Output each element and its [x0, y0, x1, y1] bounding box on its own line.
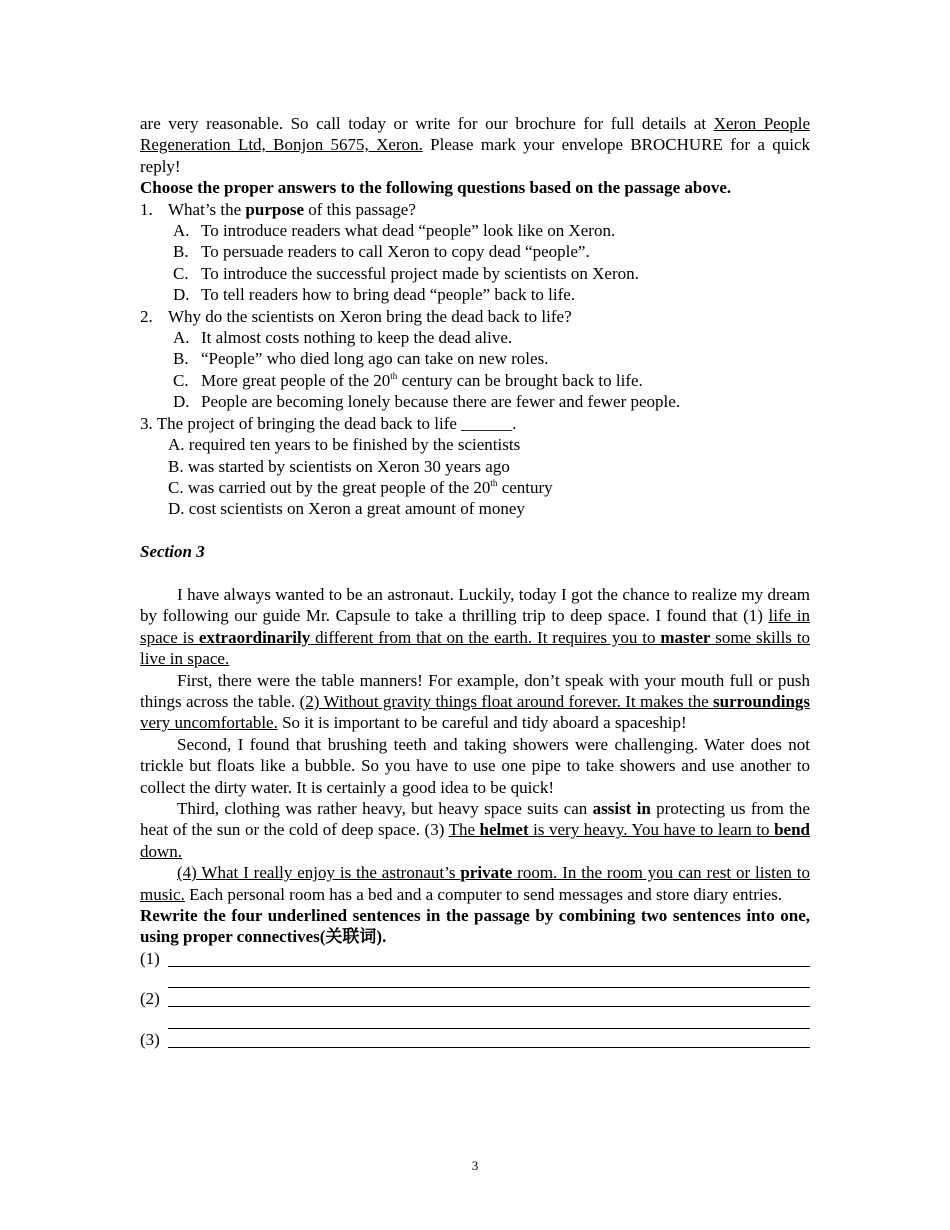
- answer-label-spacer: [140, 969, 168, 988]
- answer-label: (2): [140, 989, 160, 1009]
- intro-paragraph: [140, 113, 810, 177]
- document-page: [140, 113, 810, 1050]
- option-2a: [140, 327, 810, 348]
- question-text-2: of this passage?: [304, 199, 416, 219]
- answer-blank[interactable]: [168, 948, 810, 967]
- para-text: So it is important to be careful and tidy aboard a spaceship!: [277, 713, 687, 733]
- option-text: More great people of the 20: [201, 370, 391, 390]
- para-underlined: life in space is: [140, 606, 810, 647]
- para-text: Each personal room has a bed and a computer to send messages and store diary entries.: [184, 884, 783, 904]
- ordinal-suffix: th: [490, 477, 498, 488]
- answer-label: (1): [140, 948, 160, 968]
- paragraph-5: [140, 862, 810, 905]
- paragraph-2: [140, 670, 810, 734]
- question-number: 2.: [140, 306, 153, 326]
- answer-line-3[interactable]: [140, 1029, 810, 1050]
- para-underlined: The: [448, 820, 480, 840]
- paragraph-1: [140, 584, 810, 670]
- para-text: I have always wanted to be an astronaut. Luckily, today I got the chance to realize my dream by following our guide Mr. Capsule to take a thrilling trip to deep space. I found that (1): [140, 584, 810, 626]
- question-1: [140, 199, 810, 220]
- option-1b: [140, 241, 810, 262]
- answer-blank[interactable]: [168, 1029, 810, 1048]
- para-underlined: room. In the room you can rest or listen to music.: [140, 863, 810, 904]
- option-3b: B. was started by scientists on Xeron 30 years ago: [168, 456, 510, 476]
- option-letter: D.: [173, 285, 190, 305]
- answer-blank[interactable]: [168, 1010, 810, 1029]
- keyword-bold: master: [660, 627, 711, 647]
- option-1c: [140, 263, 810, 284]
- option-1d: [140, 284, 810, 305]
- para-underlined: different from that on the earth. It requires you to: [310, 627, 661, 647]
- question-text: What’s the: [168, 199, 246, 219]
- para-text: First, there were the table manners! For example, don’t speak with your mouth full or push things across the table.: [140, 670, 810, 711]
- option-text: C. was carried out by the great people of the 20: [168, 477, 491, 497]
- address-link: Xeron People Regeneration Ltd, Bonjon 5675, Xeron.: [140, 114, 810, 155]
- option-letter: C.: [173, 263, 189, 283]
- intro-text: are very reasonable. So call today or write for our brochure for full details at: [140, 114, 714, 133]
- answer-label: (3): [140, 1029, 160, 1049]
- keyword-bold: private: [460, 863, 513, 883]
- option-3d: D. cost scientists on Xeron a great amount of money: [168, 499, 525, 519]
- para-underlined: very uncomfortable.: [140, 713, 278, 733]
- option-text-2: century: [497, 477, 553, 497]
- option-text: People are becoming lonely because there are fewer and fewer people.: [201, 392, 681, 412]
- answer-line-2-cont[interactable]: [140, 1010, 810, 1029]
- para-underlined: is very heavy. You have to learn to: [528, 820, 775, 840]
- keyword-bold: helmet: [479, 820, 529, 840]
- option-3c: [140, 477, 810, 498]
- section-title: Section 3: [140, 542, 205, 562]
- option-text: “People” who died long ago can take on new roles.: [201, 349, 549, 369]
- answer-blank[interactable]: [168, 988, 810, 1007]
- option-1a: [140, 220, 810, 241]
- answer-line-1-cont[interactable]: [140, 969, 810, 988]
- option-letter: A.: [173, 328, 190, 348]
- para-underlined: (4) What I really enjoy is the astronaut’s: [177, 863, 461, 883]
- option-letter: B.: [173, 349, 189, 369]
- para-underlined: down.: [140, 841, 183, 861]
- option-text: To introduce the successful project made by scientists on Xeron.: [201, 263, 639, 283]
- para-text: protecting us from the heat of the sun or the cold of deep space. (3): [140, 798, 810, 840]
- page-number: 3: [471, 1158, 479, 1173]
- instruction-2: Rewrite the four underlined sentences in the passage by combining two sentences into one, using proper connectives(关联词).: [140, 906, 810, 947]
- answer-line-2[interactable]: [140, 988, 810, 1009]
- instruction-1: Choose the proper answers to the following questions based on the passage above.: [140, 178, 732, 198]
- keyword-bold: assist in: [592, 798, 651, 818]
- option-text: To tell readers how to bring dead “people” back to life.: [201, 285, 576, 305]
- answer-line-1[interactable]: [140, 948, 810, 969]
- answer-blank[interactable]: [168, 969, 810, 988]
- option-3a: A. required ten years to be finished by the scientists: [168, 435, 521, 455]
- answer-label-spacer: [140, 1010, 168, 1029]
- paragraph-4: [140, 798, 810, 862]
- keyword-bold: surroundings: [713, 691, 811, 711]
- ordinal-suffix: th: [390, 370, 398, 381]
- option-text-2: century can be brought back to life.: [397, 370, 643, 390]
- keyword-bold: bend: [774, 820, 810, 840]
- para-text: Third, clothing was rather heavy, but heavy space suits can: [177, 798, 593, 818]
- question-2: [140, 306, 810, 327]
- option-letter: B.: [173, 242, 189, 262]
- option-letter: C.: [173, 370, 189, 390]
- option-text: It almost costs nothing to keep the dead alive.: [201, 328, 513, 348]
- option-letter: A.: [173, 221, 190, 241]
- option-2d: [140, 391, 810, 412]
- question-keyword: purpose: [245, 199, 304, 219]
- option-text: To introduce readers what dead “people” look like on Xeron.: [201, 221, 616, 241]
- paragraph-3: Second, I found that brushing teeth and taking showers were challenging. Water does not trickle but floats like a bubble. So you have to use one pipe to take showers and use another to collect the dirty water. It is certainly a good idea to be quick!: [140, 734, 810, 797]
- keyword-bold: extraordinarily: [198, 627, 311, 647]
- para-underlined: some skills to live in space.: [140, 627, 811, 669]
- option-letter: D.: [173, 392, 190, 412]
- intro-text-2: Please mark your envelope BROCHURE for a quick reply!: [140, 135, 810, 176]
- option-text: To persuade readers to call Xeron to copy dead “people”.: [201, 242, 590, 262]
- option-2c: [140, 370, 810, 391]
- option-2b: [140, 348, 810, 369]
- question-text: Why do the scientists on Xeron bring the dead back to life?: [168, 306, 572, 326]
- para-underlined: (2) Without gravity things float around forever. It makes the: [299, 691, 713, 711]
- question-3: 3. The project of bringing the dead back to life ______.: [140, 413, 517, 433]
- question-number: 1.: [140, 199, 153, 219]
